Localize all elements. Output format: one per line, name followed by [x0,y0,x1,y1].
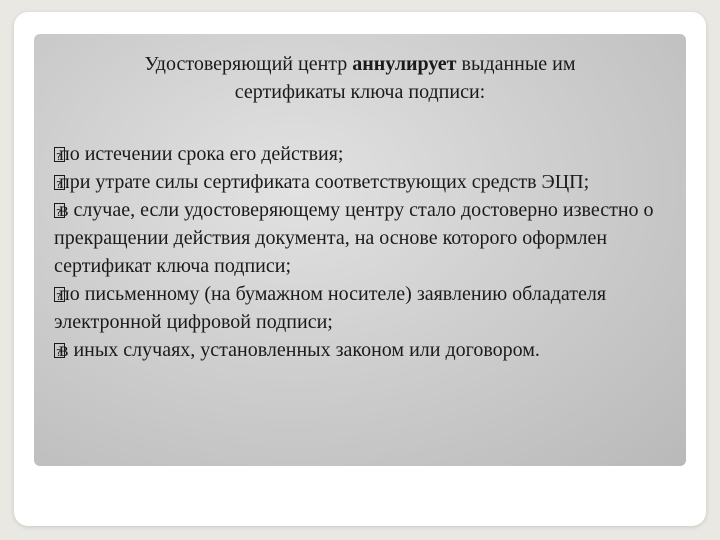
item-first-letter: п [59,143,70,165]
item-first-letter: п [59,171,70,193]
heading-text-before: Удостоверяющий центр [144,53,353,75]
list-item [54,336,666,364]
item-text: иных случаях, установленных законом или договором. [68,339,540,361]
item-first-letter: в [59,339,69,361]
revocation-list [54,140,666,364]
replacement-glyph-icon [54,287,65,302]
item-text: о письменному (на бумажном носителе) заявлению обладателя электронной цифровой подписи; [54,283,607,333]
heading-line-2: сертификаты ключа подписи: [234,81,486,103]
item-text: ри утрате силы сертификата соответствующих средств ЭЦП; [69,171,590,193]
list-item [54,140,666,168]
heading-emphasis: аннулирует [352,53,457,75]
item-text: случае, если удостоверяющему центру стало достоверно известно о прекращении действия документа, на основе которого оформлен сертификат ключа подписи; [54,199,654,277]
list-item [54,168,666,196]
item-first-letter: п [59,283,70,305]
list-item [54,280,666,336]
replacement-glyph-icon [54,343,65,358]
item-text: о истечении срока его действия; [69,143,344,165]
replacement-glyph-icon [54,175,65,190]
replacement-glyph-icon [54,147,65,162]
heading-line-1 [54,50,666,78]
list-item [54,196,666,280]
slide-heading [54,50,666,106]
replacement-glyph-icon [54,203,65,218]
item-first-letter: в [59,199,69,221]
heading-text-after: выданные им [456,53,576,75]
